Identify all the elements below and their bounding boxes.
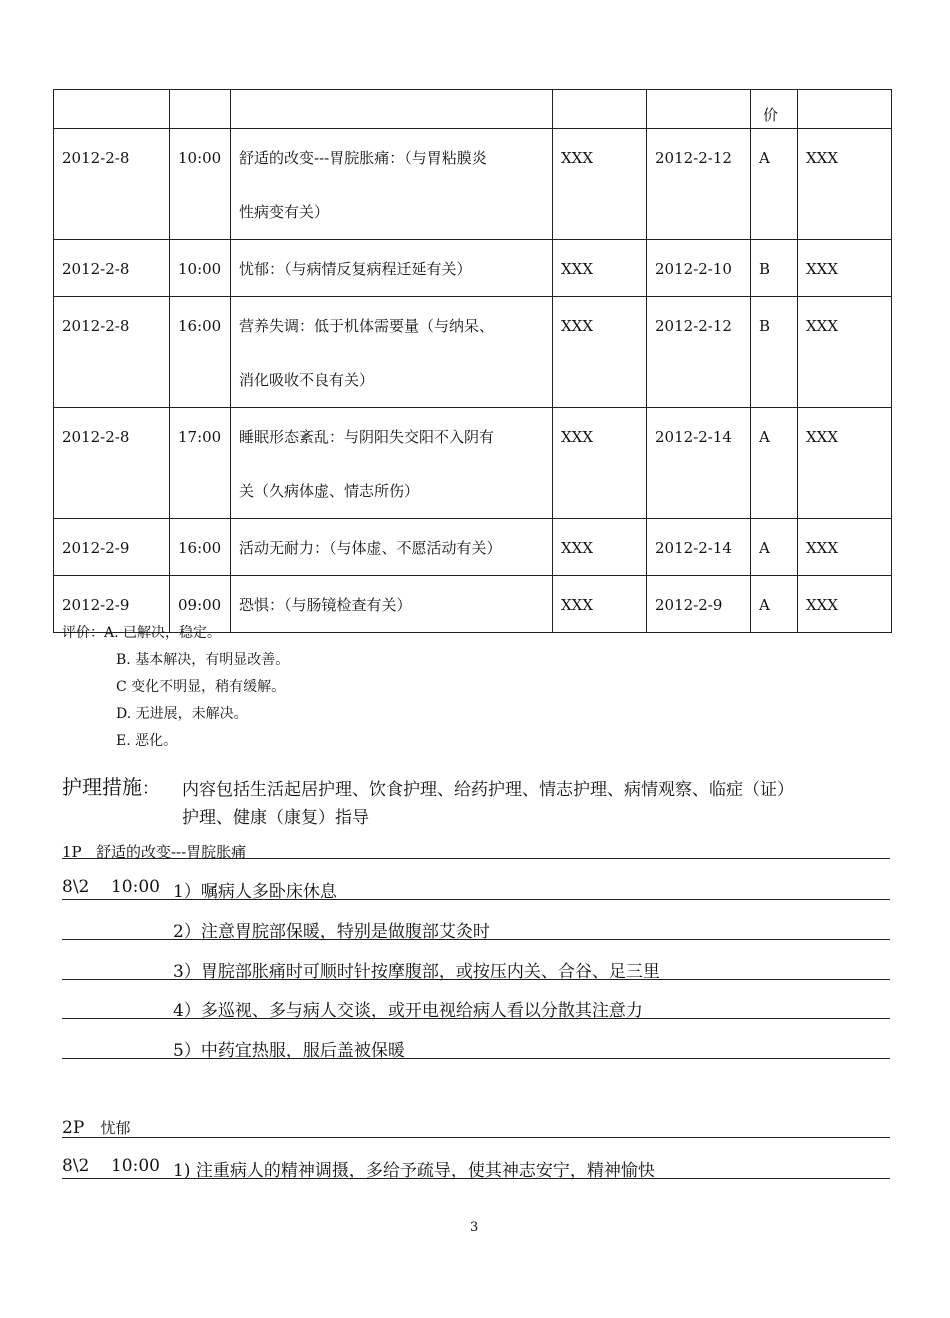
header-cell — [647, 90, 751, 129]
signer-cell: XXX — [798, 240, 892, 297]
diagnosis-line: 活动无耐力：（与体虚、不愿活动有关） — [239, 539, 502, 557]
section2-title: 忧郁 — [100, 1119, 131, 1137]
date-cell: 2012-2-9 — [54, 519, 170, 576]
table-row — [54, 240, 892, 297]
end-date-cell: 2012-2-12 — [647, 297, 751, 408]
legend-item: D. 无进展，未解决。 — [116, 706, 248, 722]
diagnosis-cell — [231, 408, 553, 519]
header-cell — [553, 90, 647, 129]
nurse-cell: XXX — [553, 297, 647, 408]
rule-line — [62, 858, 890, 859]
entry-date: 8\2 — [62, 877, 90, 897]
header-cell — [798, 90, 892, 129]
section2-entry-date — [62, 1156, 160, 1176]
signer-cell: XXX — [798, 576, 892, 633]
date-cell: 2012-2-8 — [54, 129, 170, 240]
header-cell — [54, 90, 170, 129]
section1-label: 1P — [62, 843, 82, 861]
section1-entry-date — [62, 877, 160, 897]
section1-title: 舒适的改变---胃脘胀痛 — [95, 843, 247, 861]
section1-step: 3）胃脘部胀痛时可顺时针按摩腹部，或按压内关、合谷、足三里 — [173, 962, 660, 982]
section2-step: 1) 注重病人的精神调摄，多给予疏导，使其神志安宁，精神愉快 — [173, 1161, 655, 1181]
date-cell: 2012-2-9 — [54, 576, 170, 633]
time-cell: 10:00 — [170, 240, 231, 297]
table-header-row — [54, 90, 892, 129]
measures-line: 内容包括生活起居护理、饮食护理、给药护理、情志护理、病情观察、临症（证） — [182, 780, 794, 800]
end-date-cell: 2012-2-10 — [647, 240, 751, 297]
date-cell: 2012-2-8 — [54, 240, 170, 297]
diagnosis-line: 忧郁：（与病情反复病程迁延有关） — [239, 260, 472, 278]
nurse-cell: XXX — [553, 129, 647, 240]
grade-cell: B — [751, 297, 798, 408]
date-cell: 2012-2-8 — [54, 297, 170, 408]
section1-step: 1）嘱病人多卧床休息 — [173, 882, 337, 902]
entry-time: 10:00 — [110, 1156, 160, 1176]
measures-heading: 护理措施 — [62, 775, 142, 799]
page-number: 3 — [470, 1220, 479, 1235]
signer-cell: XXX — [798, 408, 892, 519]
section1-step: 4）多巡视、多与病人交谈，或开电视给病人看以分散其注意力 — [173, 1001, 643, 1021]
nursing-diagnosis-table — [53, 89, 892, 633]
nurse-cell: XXX — [553, 576, 647, 633]
grade-cell: A — [751, 129, 798, 240]
legend-item: E. 恶化。 — [116, 733, 178, 749]
table-row — [54, 519, 892, 576]
nursing-measures — [62, 773, 794, 828]
legend-item: C 变化不明显，稍有缓解。 — [116, 679, 286, 695]
legend-item: B. 基本解决，有明显改善。 — [116, 652, 290, 668]
header-cell — [231, 90, 553, 129]
nurse-cell: XXX — [553, 408, 647, 519]
diagnosis-line: 恐惧：（与肠镜检查有关） — [239, 596, 412, 614]
signer-cell: XXX — [798, 519, 892, 576]
signer-cell: XXX — [798, 129, 892, 240]
header-cell — [170, 90, 231, 129]
grade-cell: B — [751, 240, 798, 297]
diagnosis-cell — [231, 519, 553, 576]
time-cell: 09:00 — [170, 576, 231, 633]
date-cell: 2012-2-8 — [54, 408, 170, 519]
rule-line — [62, 979, 890, 980]
table-row — [54, 297, 892, 408]
end-date-cell: 2012-2-9 — [647, 576, 751, 633]
diagnosis-line: 性病变有关） — [239, 203, 330, 221]
measures-description — [182, 776, 902, 832]
diagnosis-line: 舒适的改变---胃脘胀痛：（与胃粘膜炎 — [239, 149, 487, 167]
rule-line — [62, 939, 890, 940]
grade-cell: A — [751, 408, 798, 519]
rule-line — [62, 1178, 890, 1179]
grade-cell: A — [751, 519, 798, 576]
diagnosis-cell — [231, 240, 553, 297]
measures-colon: ： — [142, 779, 159, 799]
diagnosis-cell — [231, 297, 553, 408]
signer-cell: XXX — [798, 297, 892, 408]
diagnosis-line: 关（久病体虚、情志所伤） — [239, 482, 420, 500]
header-cell-evaluation: 价 — [751, 90, 798, 129]
diagnosis-line: 营养失调：低于机体需要量（与纳呆、 — [239, 317, 495, 335]
time-cell: 16:00 — [170, 519, 231, 576]
entry-date: 8\2 — [62, 1156, 90, 1176]
measures-line: 护理、健康（康复）指导 — [182, 808, 369, 828]
legend-title: 评价： — [62, 625, 104, 641]
diagnosis-cell — [231, 129, 553, 240]
time-cell: 16:00 — [170, 297, 231, 408]
legend-item: A. 已解决，稳定。 — [104, 625, 222, 641]
diagnosis-line: 消化吸收不良有关） — [239, 371, 375, 389]
entry-time: 10:00 — [110, 877, 160, 897]
end-date-cell: 2012-2-14 — [647, 519, 751, 576]
diagnosis-line: 睡眠形态紊乱：与阴阳失交阳不入阴有 — [239, 428, 495, 446]
section2-heading — [62, 1117, 131, 1138]
grade-cell: A — [751, 576, 798, 633]
end-date-cell: 2012-2-12 — [647, 129, 751, 240]
rule-line — [62, 899, 890, 900]
nurse-cell: XXX — [553, 240, 647, 297]
section1-step: 5）中药宜热服，服后盖被保暖 — [173, 1041, 405, 1061]
rule-line — [62, 1018, 890, 1019]
section1-step: 2）注意胃脘部保暖，特别是做腹部艾灸时 — [173, 922, 490, 942]
evaluation-legend — [62, 620, 289, 755]
time-cell: 10:00 — [170, 129, 231, 240]
rule-line — [62, 1137, 890, 1138]
table-row — [54, 408, 892, 519]
rule-line — [62, 1058, 890, 1059]
time-cell: 17:00 — [170, 408, 231, 519]
end-date-cell: 2012-2-14 — [647, 408, 751, 519]
nurse-cell: XXX — [553, 519, 647, 576]
table-row — [54, 129, 892, 240]
section2-label: 2P — [62, 1118, 85, 1138]
